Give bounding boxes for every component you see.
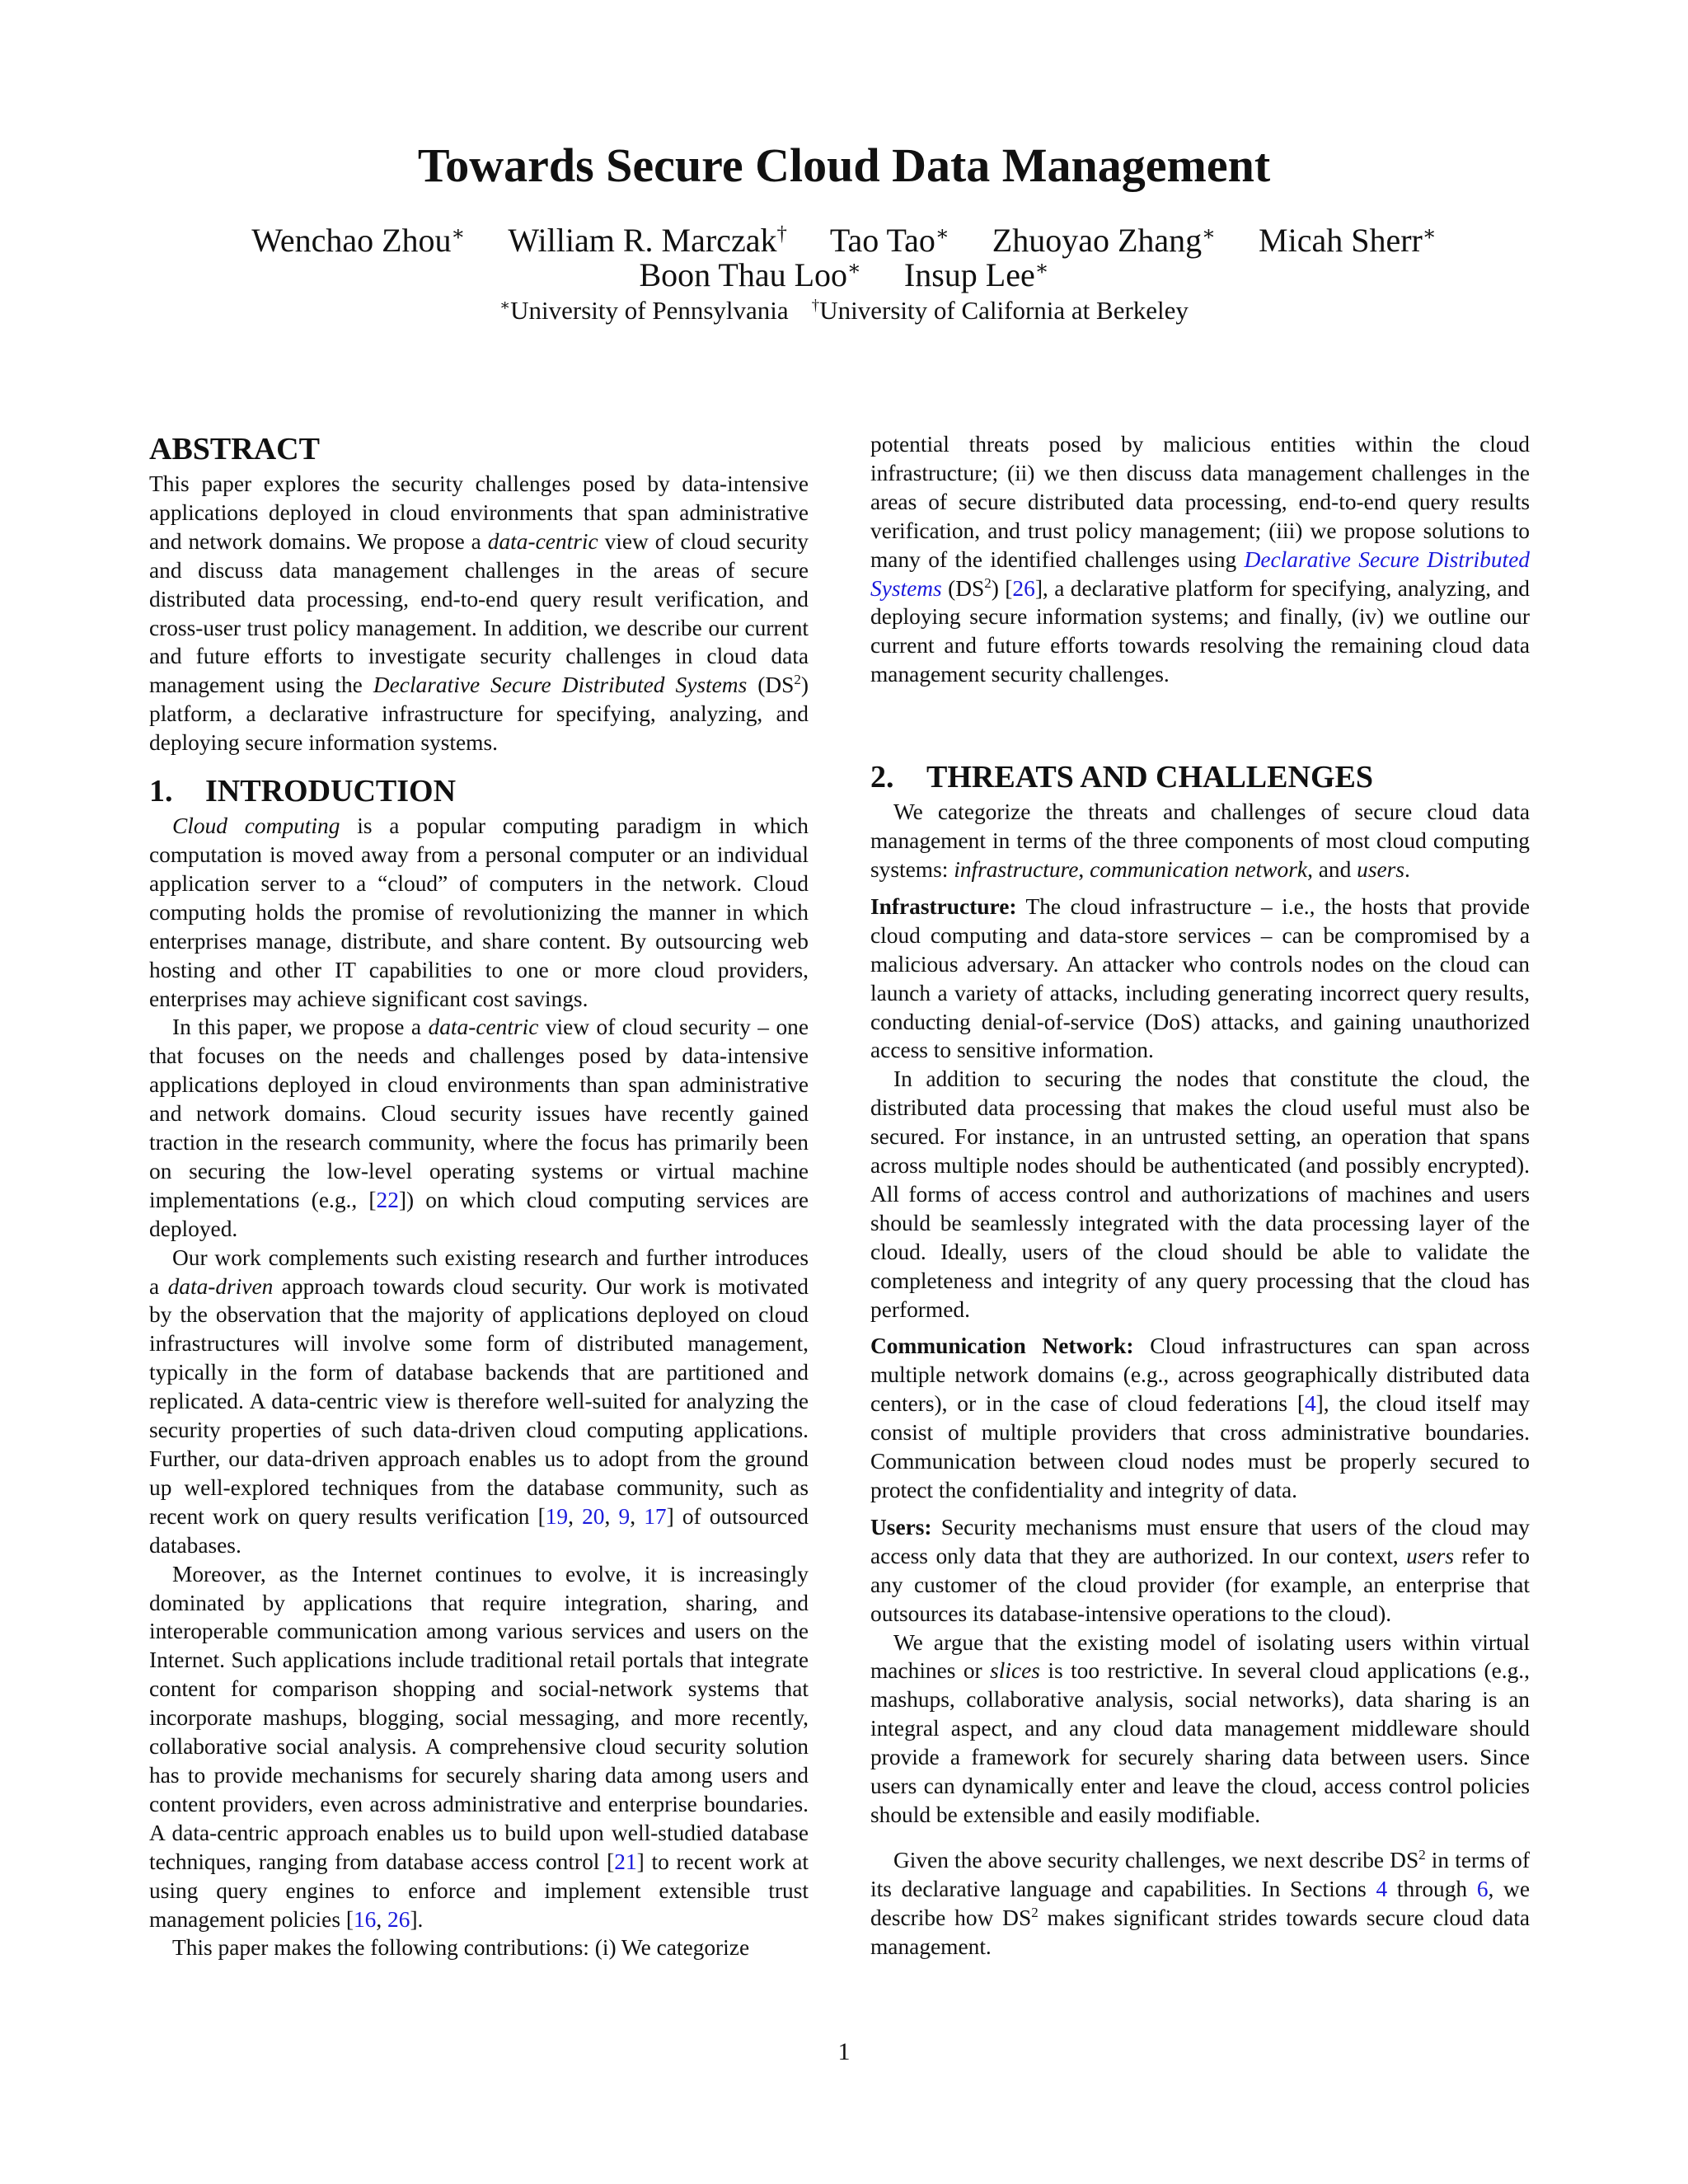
intro-paragraph: Moreover, as the Internet continues to evolve, it is increasingly dominated by applications that require integration, sharing, and interoperable communication among various services and users on the Internet. Such applications include traditional retail portals that integrate content for comparison shopping and social-network systems that incorporate mashups, blogging, social messaging, and more recently, collaborative social analysis. A comprehensive cloud security solution has to provide mechanisms for securely sharing data among users and content providers, even across administrative and enterprise boundaries. A data-centric approach enables us to build upon well-studied database techniques, ranging from database access control [21] to recent work at using query engines to enforce and implement extensible trust management policies [16, 26]. [149, 1561, 809, 1932]
threats-paragraph: We argue that the existing model of isolating users within virtual machines or slices is too restrictive. In several cloud applications (e.g., mashups, collaborative analysis, social networks), data sharing is an integral aspect, and any cloud data management middleware should provide a framework for securely sharing data between users. Since users can dynamically enter and leave the cloud, access control policies should be extensible and easily modifiable. [870, 1629, 1530, 1827]
abstract-paragraph: This paper explores the security challenges posed by data-intensive applications deployed in cloud environments that span administrative and network domains. We propose a data-centric view of cloud security and discuss data management challenges in the areas of secure distributed data processing, end-to-end query result verification, and cross-user trust policy management. In addition, we describe our current and future efforts to investigate security challenges in cloud data management using the Declarative Secure Distributed Systems $(DS^2)$ platform, a declarative infrastructure for specifying, analyzing, and deploying secure information systems. [149, 471, 809, 756]
threats-heading: 2. THREATS AND CHALLENGES [870, 760, 1373, 795]
citation-link[interactable]: 9 [618, 1503, 631, 1529]
authors-line-1 [0, 221, 1688, 260]
users-paragraph: Users: Security mechanisms must ensure that users of the cloud may access only data that they are authorized. In our context, users refer to any customer of the cloud provider (for example, an enterprise that outsources its database-intensive operations to the cloud). [870, 1514, 1530, 1626]
citation-link[interactable]: 17 [644, 1503, 667, 1529]
affiliations [0, 294, 1688, 327]
threats-paragraph: Given the above security challenges, we next describe $DS^2$ in terms of its declarative language and capabilities. In Sections 4 through 6, we describe how $DS^2$ makes significant strides towards secure cloud data management. [870, 1846, 1530, 1959]
citation-link[interactable]: 26 [387, 1906, 410, 1932]
authors-line-2 [0, 255, 1688, 295]
citation-link[interactable]: 19 [545, 1503, 569, 1529]
citation-link[interactable]: 21 [614, 1849, 637, 1874]
right-column [870, 430, 1530, 1961]
author-name: Boon Thau Loo∗ [639, 256, 861, 293]
introduction-heading: 1. INTRODUCTION [149, 774, 457, 809]
author-name: Tao Tao∗ [829, 222, 950, 259]
page-number: 1 [837, 2038, 851, 2065]
intro-paragraph: Cloud computing is a popular computing paradigm in which computation is moved away from a personal computer or an individual application server to a “cloud” of computers in the network. Cloud computing holds the promise of revolutionizing the manner in which enterprises manage, distribute, and share content. By outsourcing web hosting and other IT capabilities to one or more cloud providers, enterprises may achieve significant cost savings. [149, 813, 809, 1011]
ds2-link[interactable]: Declarative Secure Distributed Systems [870, 546, 1530, 601]
author-name: Insup Lee∗ [903, 256, 1049, 293]
author-name: Micah Sherr∗ [1259, 222, 1437, 259]
left-column [149, 430, 809, 1962]
threats-paragraph: In addition to securing the nodes that constitute the cloud, the distributed data processing that makes the cloud useful must also be secured. For instance, in an untrusted setting, an operation that spans across multiple nodes should be authenticated (and possibly encrypted). All forms of access control and authorizations of machines and users should be seamlessly integrated with the data processing layer of the cloud. Ideally, users of the cloud should be able to validate the completeness and integrity of any query processing that the cloud has performed. [870, 1066, 1530, 1322]
affiliation: †University of California at Berkeley [811, 296, 1189, 325]
infrastructure-label: Infrastructure: [870, 893, 1017, 919]
communication-label: Communication Network: [870, 1333, 1134, 1359]
author-name: Wenchao Zhou∗ [251, 222, 466, 259]
paper-title: Towards Secure Cloud Data Management [417, 138, 1271, 192]
intro-paragraph: This paper makes the following contributions: (i) We categorize [172, 1935, 750, 1961]
intro-paragraph: Our work complements such existing research and further introduces a data-driven approach towards cloud security. Our work is motivated by the observation that the majority of applications deployed on cloud infrastructures will involve some form of distributed management, typically in the form of database backends that are partitioned and replicated. A data-centric view is therefore well-suited for analyzing the security properties of such data-driven cloud computing applications. Further, our data-driven approach enables us to adopt from the ground up well-explored techniques from the database community, such as recent work on query results verification [19, 20, 9, 17] of outsourced databases. [149, 1244, 809, 1558]
affiliation: ∗University of Pennsylvania [499, 296, 789, 325]
author-name: Zhuoyao Zhang∗ [992, 222, 1217, 259]
citation-link[interactable]: 22 [376, 1187, 399, 1212]
author-name: William R. Marczak† [508, 222, 787, 259]
intro-paragraph: In this paper, we propose a data-centric view of cloud security – one that focuses on the needs and challenges posed by data-intensive applications deployed in cloud environments than span administrative and network domains. Cloud security issues have recently gained traction in the research community, where the focus has primarily been on securing the low-level operating systems or virtual machine implementations (e.g., [22]) on which cloud computing services are deployed. [149, 1015, 809, 1241]
citation-link[interactable]: 16 [353, 1906, 377, 1932]
citation-link[interactable]: 4 [1304, 1391, 1316, 1417]
section-link[interactable]: 4 [1376, 1876, 1388, 1901]
abstract-heading: ABSTRACT [149, 432, 320, 466]
contributions-continued: potential threats posed by malicious entities within the cloud infrastructure; (ii) we then discuss data management challenges in the areas of secure distributed data processing, end-to-end query results verification, and trust policy management; (iii) we propose solutions to many of the identified challenges using Declarative Secure Distributed Systems $(DS^2)$ [26], a declarative platform for specifying, analyzing, and deploying secure information systems; and finally, (iv) we outline our current and future efforts towards resolving the remaining cloud data management security challenges. [870, 432, 1530, 687]
infrastructure-paragraph: Infrastructure: The cloud infrastructure – i.e., the hosts that provide cloud computing and data-store services – can be compromised by a malicious adversary. An attacker who controls nodes on the cloud can launch a variety of attacks, including generating incorrect query results, conducting denial-of-service (DoS) attacks, and gaining unauthorized access to sensitive information. [870, 893, 1530, 1063]
citation-link[interactable]: 26 [1012, 575, 1035, 601]
communication-paragraph: Communication Network: Cloud infrastructures can span across multiple network domains (e.g., across geographically distributed data centers), or in the case of cloud federations [4], the cloud itself may consist of multiple providers that cross administrative boundaries. Communication between cloud nodes must be properly secured to protect the confidentiality and integrity of data. [870, 1333, 1530, 1502]
users-label: Users: [870, 1514, 932, 1540]
threats-paragraph: We categorize the threats and challenges of secure cloud data management in terms of the three components of most cloud computing systems: infrastructure, communication network, and users. [870, 799, 1530, 882]
citation-link[interactable]: 20 [582, 1503, 605, 1529]
section-link[interactable]: 6 [1476, 1876, 1489, 1901]
